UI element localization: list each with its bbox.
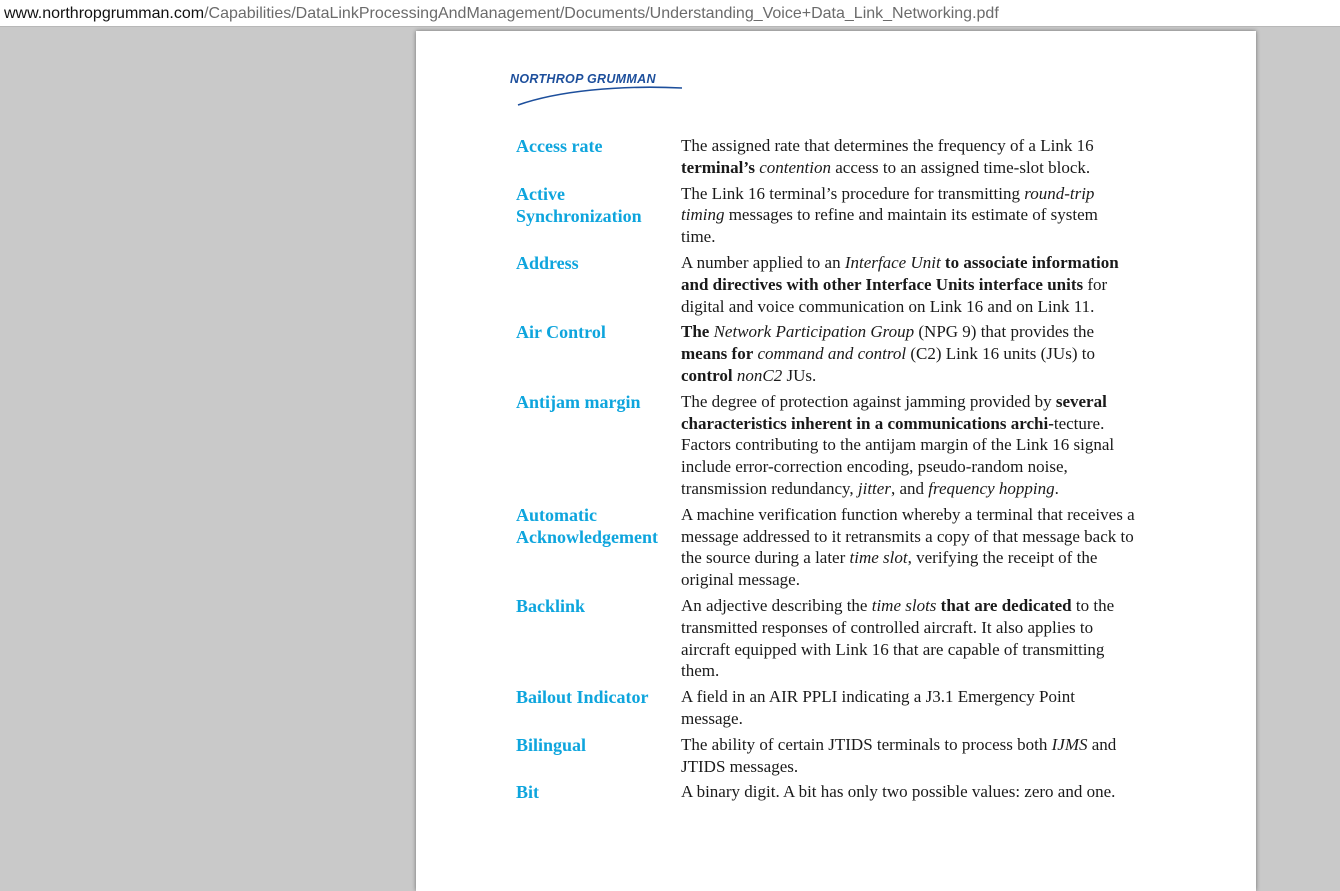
glossary-definition — [681, 183, 1136, 248]
definition-text: A field in an AIR PPLI indicating a J3.1 Emergency Point message. — [681, 687, 1075, 728]
definition-text: Network Participation Group — [713, 322, 915, 342]
definition-text: An adjective describing the — [681, 595, 872, 615]
glossary-term: Active Synchronization — [516, 183, 642, 226]
glossary-entry — [516, 391, 1136, 500]
definition-text: and JTIDS messages. — [681, 734, 1117, 776]
definition-text: tecture. Factors contributing to the antijam margin of the Link 16 signal include error-correction encoding, pseudo-random noise, transmission redundancy, — [681, 413, 1115, 498]
definition-text: A machine verification function whereby a terminal that receives a message addressed to it retransmits a copy of that message back to the source during a later — [681, 504, 1135, 568]
definition-text: means for — [681, 344, 754, 364]
definition-text: A number applied to an — [681, 252, 845, 272]
definition-text: A binary digit. A bit has only two possible values: zero and one. — [681, 782, 1116, 802]
definition-text: IJMS — [1051, 734, 1088, 754]
glossary-term: Automatic Acknowledgement — [516, 504, 658, 547]
definition-text: nonC2 — [736, 365, 783, 385]
definition-text: round-trip timing — [681, 183, 1095, 225]
definition-text: Interface Unit — [844, 252, 941, 272]
definition-text: . — [1054, 478, 1059, 498]
definition-text: messages to refine and maintain its estimate of system time. — [681, 205, 1098, 247]
glossary-entry — [516, 595, 1136, 682]
glossary-term: Bilingual — [516, 734, 587, 755]
glossary-entry — [516, 734, 1136, 778]
glossary-definition — [681, 252, 1136, 317]
glossary-entry — [516, 781, 1136, 803]
definition-text: The ability of certain JTIDS terminals to process both — [681, 734, 1052, 754]
glossary-definition — [681, 595, 1136, 682]
definition-text: terminal’s — [681, 157, 755, 177]
glossary-definition — [681, 321, 1136, 386]
definition-text: to associate information and directives with other Interface Units interface units — [681, 252, 1119, 294]
glossary-term: Air Control — [516, 322, 606, 343]
glossary-term: Bit — [516, 782, 540, 803]
glossary-definition — [681, 686, 1136, 730]
definition-text: time slot — [849, 548, 908, 568]
definition-text: The Link 16 terminal’s procedure for transmitting — [681, 183, 1025, 203]
definition-text: , and — [890, 478, 929, 498]
northrop-grumman-logo — [508, 71, 684, 111]
definition-text: jitter — [857, 478, 891, 498]
glossary-term: Address — [516, 252, 579, 273]
definition-text: (NPG 9) that provides the — [914, 322, 1095, 342]
definition-text: contention — [759, 157, 831, 177]
glossary-entry — [516, 135, 1136, 179]
definition-text: control — [681, 365, 733, 385]
glossary-term: Backlink — [516, 595, 586, 616]
glossary-entry — [516, 252, 1136, 317]
glossary-entry — [516, 321, 1136, 386]
definition-text: (C2) Link 16 units (JUs) to — [906, 344, 1095, 364]
url-host: www.northropgrumman.com — [4, 5, 205, 22]
definition-text: to the transmitted responses of controlled aircraft. It also applies to aircraft equipped with Link 16 that are capable of transmitting them. — [681, 595, 1115, 681]
glossary-entry — [516, 183, 1136, 248]
address-bar[interactable] — [0, 0, 1340, 27]
definition-text: , verifying the receipt of the original message. — [681, 548, 1098, 590]
glossary-term: Access rate — [516, 136, 603, 156]
definition-text: The assigned rate that determines the frequency of a Link 16 — [681, 136, 1094, 155]
glossary-definition — [681, 504, 1136, 591]
definition-text: JUs. — [782, 365, 817, 385]
definition-text: The — [681, 322, 710, 342]
glossary-list — [516, 135, 1136, 807]
definition-text: frequency hopping — [928, 478, 1055, 498]
glossary-term: Antijam margin — [516, 391, 641, 412]
glossary-definition — [681, 391, 1136, 500]
definition-text: access to an assigned time-slot block. — [830, 157, 1091, 177]
glossary-term: Bailout Indicator — [516, 687, 649, 708]
url-path: /Capabilities/DataLinkProcessingAndManagement/Documents/Understanding_Voice+Data_Link_Networking.pdf — [204, 5, 999, 22]
glossary-definition — [681, 781, 1136, 803]
logo-text: NORTHROP GRUMMAN — [510, 72, 656, 86]
definition-text: that are dedicated — [940, 595, 1072, 615]
definition-text: time slots — [871, 595, 937, 615]
glossary-definition — [681, 135, 1136, 179]
definition-text: for digital and voice communication on Link 16 and on Link 11. — [681, 274, 1108, 316]
pdf-page — [416, 31, 1256, 891]
definition-text: command and control — [757, 344, 907, 364]
glossary-entry — [516, 686, 1136, 730]
definition-text: several characteristics inherent in a communications archi- — [681, 391, 1107, 433]
glossary-entry — [516, 504, 1136, 591]
glossary-definition — [681, 734, 1136, 778]
definition-text: The degree of protection against jamming provided by — [681, 391, 1056, 411]
